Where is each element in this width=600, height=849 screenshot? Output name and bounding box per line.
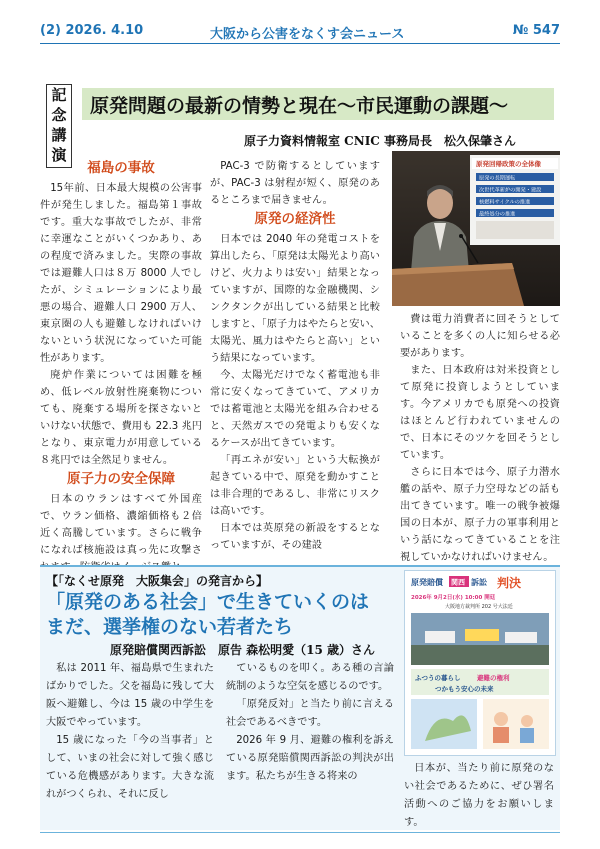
- section-heading-fukushima: 福島の事故: [87, 160, 155, 176]
- lecture-photo-graphic: [392, 151, 560, 306]
- article-title: 原発問題の最新の情勢と現在〜市民運動の課題〜: [90, 95, 509, 117]
- slide-item: 原発の長期運転: [479, 175, 516, 182]
- rally-title: [46, 590, 369, 640]
- flyer-title-a: 原発賠償: [411, 578, 443, 587]
- rally-speaker: 原発賠償関西訴訟 原告 森松明愛（15 歳）さん: [110, 643, 376, 657]
- footer-divider: [40, 832, 560, 833]
- newsletter-name: 大阪から公害をなくす会ニュース: [210, 27, 405, 42]
- flyer-slogan-3: つかもう安心の未来: [435, 685, 494, 693]
- flyer-title-d: 判決: [497, 576, 522, 590]
- rally-section-header: 【「なくせ原発 大阪集会」の発言から】: [46, 574, 269, 588]
- paragraph: PAC-3 で防衛するとしていますが、PAC-3 は射程が短く、原発のあるところまで届きません。: [210, 161, 380, 206]
- rally-column-2: [226, 660, 394, 822]
- header-divider: [40, 43, 560, 44]
- issue-date: (2) 2026. 4.10: [40, 23, 144, 38]
- flyer-slogan-1: ふつうの暮らし: [415, 674, 461, 682]
- paragraph: 費は電力消費者に回そうとしていることを多くの人に知らせる必要があります。: [400, 314, 560, 359]
- rally-title-line-2: まだ、選挙権のない若者たち: [46, 616, 294, 638]
- rally-column-1: [46, 660, 214, 822]
- flyer-title-b: 関西: [451, 578, 465, 587]
- section-heading-economics: 原発の経済性: [254, 211, 336, 227]
- article-column-3: [400, 311, 560, 563]
- flyer-place: 大阪地方裁判所 202 号大法廷: [445, 604, 513, 610]
- article-column-2: [210, 158, 380, 558]
- paragraph: 15年前、日本最大規模の公害事件が発生しました。福島第１事故です。重大な事故でしたが、非常に幸運なことがいくつかあり、あの程度で済みました。実際の事故では避難人口は８万 8000 人でしたが、シミュレーションにより最悪の場合、避難人口 2900 万人、東京圏の人も避難しなければいけないという状況になっていた可能性があります。: [40, 183, 202, 364]
- speaker-photo: [392, 151, 560, 306]
- rally-column-3: [404, 760, 554, 828]
- speaker-line: 原子力資料情報室 CNIC 事務局長 松久保肇さん: [244, 134, 517, 148]
- flyer-slogan-2: 避難の権利: [477, 674, 510, 682]
- lecture-badge-char: 講: [51, 126, 67, 144]
- paragraph: 日本のウランはすべて外国産で、ウラン価格、濃縮価格も２倍近く高騰しています。さらに戦争になれば核施設は真っ先に攻撃さ: [40, 494, 202, 556]
- paragraph: 廃炉作業については困難を極め、低レベル放射性廃棄物についても、廃棄する場所を探さないといけない状態で、費用も 22.3 兆円となり、東京電力が用意している８兆円では全然足りません。: [40, 370, 202, 466]
- paragraph: 「再エネが安い」という大転換が起きている中で、原発を動かすことは非合理的であるし、非常にリスクは高いです。: [210, 455, 380, 517]
- slide-item: 核燃料サイクルの推進: [479, 199, 531, 206]
- flyer-date: 2026年 9月2日(水) 10:00 開廷: [411, 595, 496, 601]
- slide-heading: 原発回帰政策の全体像: [476, 160, 541, 168]
- lecture-badge-char: 念: [51, 106, 67, 124]
- issue-number: № 547: [512, 23, 560, 38]
- paragraph: ているものを叩く。ある種の言論統制のような空気を感じるのです。: [226, 663, 394, 692]
- slide-item: 次世代革新炉の開発・建設: [479, 187, 542, 194]
- paragraph: 私は 2011 年、福島県で生まれたばかりでした。父を福島に残して大阪へ避難し、今は 15 歳の中学生を大阪でやっています。: [46, 663, 214, 728]
- flyer-illustration: [483, 699, 549, 749]
- slide-item: 最終処分の推進: [479, 211, 516, 218]
- paragraph: また、日本政府は対米投資として原発に投資しようとしています。今アメリカでも原発への投資はほとんど行われていませんので、日本にそのツケを回そうとしています。: [400, 365, 560, 461]
- rally-title-line-1: 「原発のある社会」で生きていくのは: [46, 591, 370, 613]
- flyer-graphic: [405, 571, 555, 755]
- paragraph: 日本では 2040 年の発電コストを算出したら、「原発は太陽光より高いけど、火力よりは安い」結果となっていますが、国際的な金融機関、シンクタンクが出している結果と比較しますと、「原子力はやたらと安い、太陽光、風力はやたらと高い」という結果になっています。: [210, 234, 380, 364]
- article-column-1: [40, 158, 202, 558]
- paragraph: 「原発反対」と当たり前に言える社会であるべきです。: [226, 699, 394, 728]
- section-heading-security: 原子力の安全保障: [67, 471, 175, 487]
- paragraph: 日本が、当たり前に原発のない社会であるために、ぜひ署名活動へのご協力をお願いします。: [404, 763, 554, 828]
- paragraph: さらに日本では今、原子力潜水艦の話や、原子力空母などの話も出てきています。唯一の戦争被爆国の日本が、原子力の軍事利用という話になってきていることを注視していかなければいけません。: [400, 467, 560, 563]
- paragraph: 日本では英原発の新設をするとなっていますが、その建設: [210, 523, 380, 551]
- paragraph: 今、太陽光だけでなく蓄電池も非常に安くなってきていて、アメリカでは蓄電池と太陽光を組み合わせると、天然ガスでの発電よりも安くなるケースが出てきています。: [210, 370, 380, 449]
- flyer-title-c: 訴訟: [471, 578, 487, 587]
- lawsuit-flyer: [404, 570, 556, 756]
- lecture-badge-char: 演: [51, 146, 67, 164]
- newsletter-header: [40, 20, 560, 42]
- lecture-badge-char: 記: [51, 86, 67, 104]
- paragraph: 15 歳になった「今の当事者」として、いまの社会に対して強く感じている危機感があります。大きな流れがつくられ、それに反し: [46, 735, 214, 800]
- lecture-badge: [46, 84, 72, 168]
- paragraph: 2026 年 9 月、避難の権利を訴えている原発賠償関西訴訟の判決が出ます。私たちが生きる将来の: [226, 735, 394, 782]
